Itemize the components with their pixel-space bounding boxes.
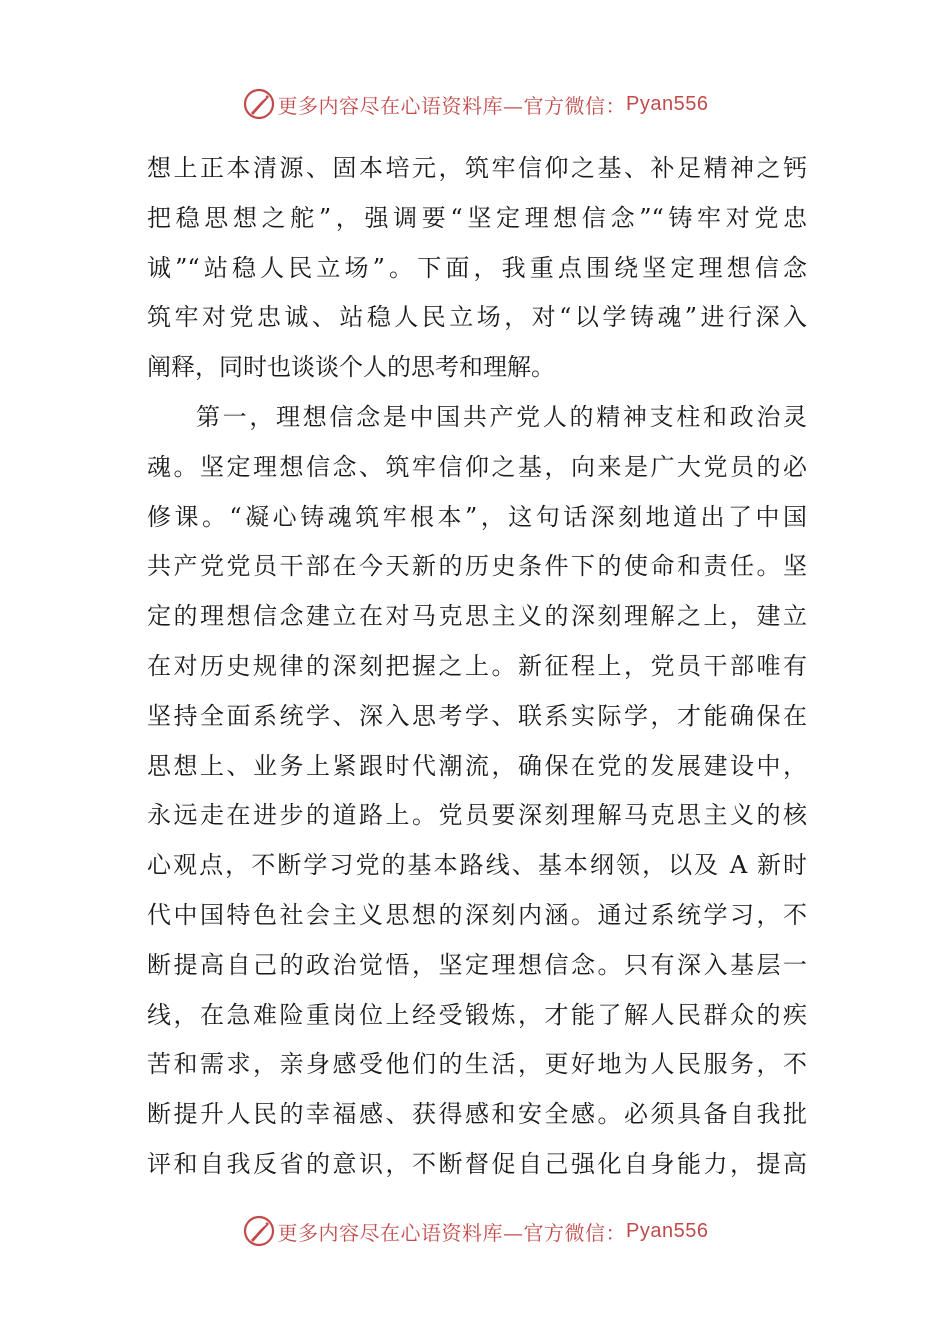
- header-watermark-text: 更多内容尽在心语资料库—官方微信：: [277, 93, 627, 118]
- text-line: 共产党党员干部在今天新的历史条件下的使命和责任。坚: [147, 552, 807, 581]
- text-line: 心观点，不断学习党的基本路线、基本纲领，以及 A 新时: [147, 851, 807, 880]
- header-watermark: [0, 84, 950, 124]
- text-line: 第一，理想信念是中国共产党人的精神支柱和政治灵: [196, 402, 807, 431]
- header-watermark-id: Pyan556: [626, 92, 709, 115]
- text-line: 魂。坚定理想信念、筑牢信仰之基，向来是广大党员的必: [147, 452, 807, 481]
- text-line: 评和自我反省的意识，不断督促自己强化自身能力，提高: [147, 1149, 807, 1178]
- text-line: 思想上、业务上紧跟时代潮流，确保在党的发展建设中，: [147, 751, 807, 780]
- text-line: 修课。“凝心铸魂筑牢根本”，这句话深刻地道出了中国: [147, 502, 807, 531]
- text-line: 断提高自己的政治觉悟，坚定理想信念。只有深入基层一: [147, 950, 807, 979]
- text-line: 永远走在进步的道路上。党员要深刻理解马克思主义的核: [147, 801, 807, 830]
- text-line: 想上正本清源、固本培元，筑牢信仰之基、补足精神之钙: [147, 154, 807, 182]
- text-line: 在对历史规律的深刻把握之上。新征程上，党员干部唯有: [147, 651, 807, 680]
- text-line: 苦和需求，亲身感受他们的生活，更好地为人民服务，不: [147, 1050, 807, 1079]
- footer-watermark-text: 更多内容尽在心语资料库—官方微信：: [277, 1220, 627, 1245]
- text-line: 线，在急难险重岗位上经受锻炼，才能了解人民群众的疾: [147, 1000, 807, 1029]
- text-line: 诚”“站稳人民立场”。下面，我重点围绕坚定理想信念: [147, 253, 807, 282]
- body-text: [147, 144, 807, 1190]
- text-line: 阐释，同时也谈谈个人的思考和理解。: [147, 353, 555, 382]
- quill-logo-icon: [242, 1214, 276, 1248]
- text-line: 筑牢对党忠诚、站稳人民立场，对“以学铸魂”进行深入: [147, 303, 807, 332]
- text-line: 坚持全面系统学、深入思考学、联系实际学，才能确保在: [147, 701, 807, 730]
- text-line: 代中国特色社会主义思想的深刻内涵。通过系统学习，不: [147, 900, 807, 929]
- text-line: 定的理想信念建立在对马克思主义的深刻理解之上，建立: [147, 602, 807, 631]
- quill-logo-icon: [242, 87, 276, 121]
- footer-watermark-id: Pyan556: [626, 1219, 709, 1242]
- text-line: 断提升人民的幸福感、获得感和安全感。必须具备自我批: [147, 1100, 807, 1129]
- footer-watermark: [0, 1211, 950, 1251]
- text-line: 把稳思想之舵”，强调要“坚定理想信念”“铸牢对党忠: [147, 203, 807, 232]
